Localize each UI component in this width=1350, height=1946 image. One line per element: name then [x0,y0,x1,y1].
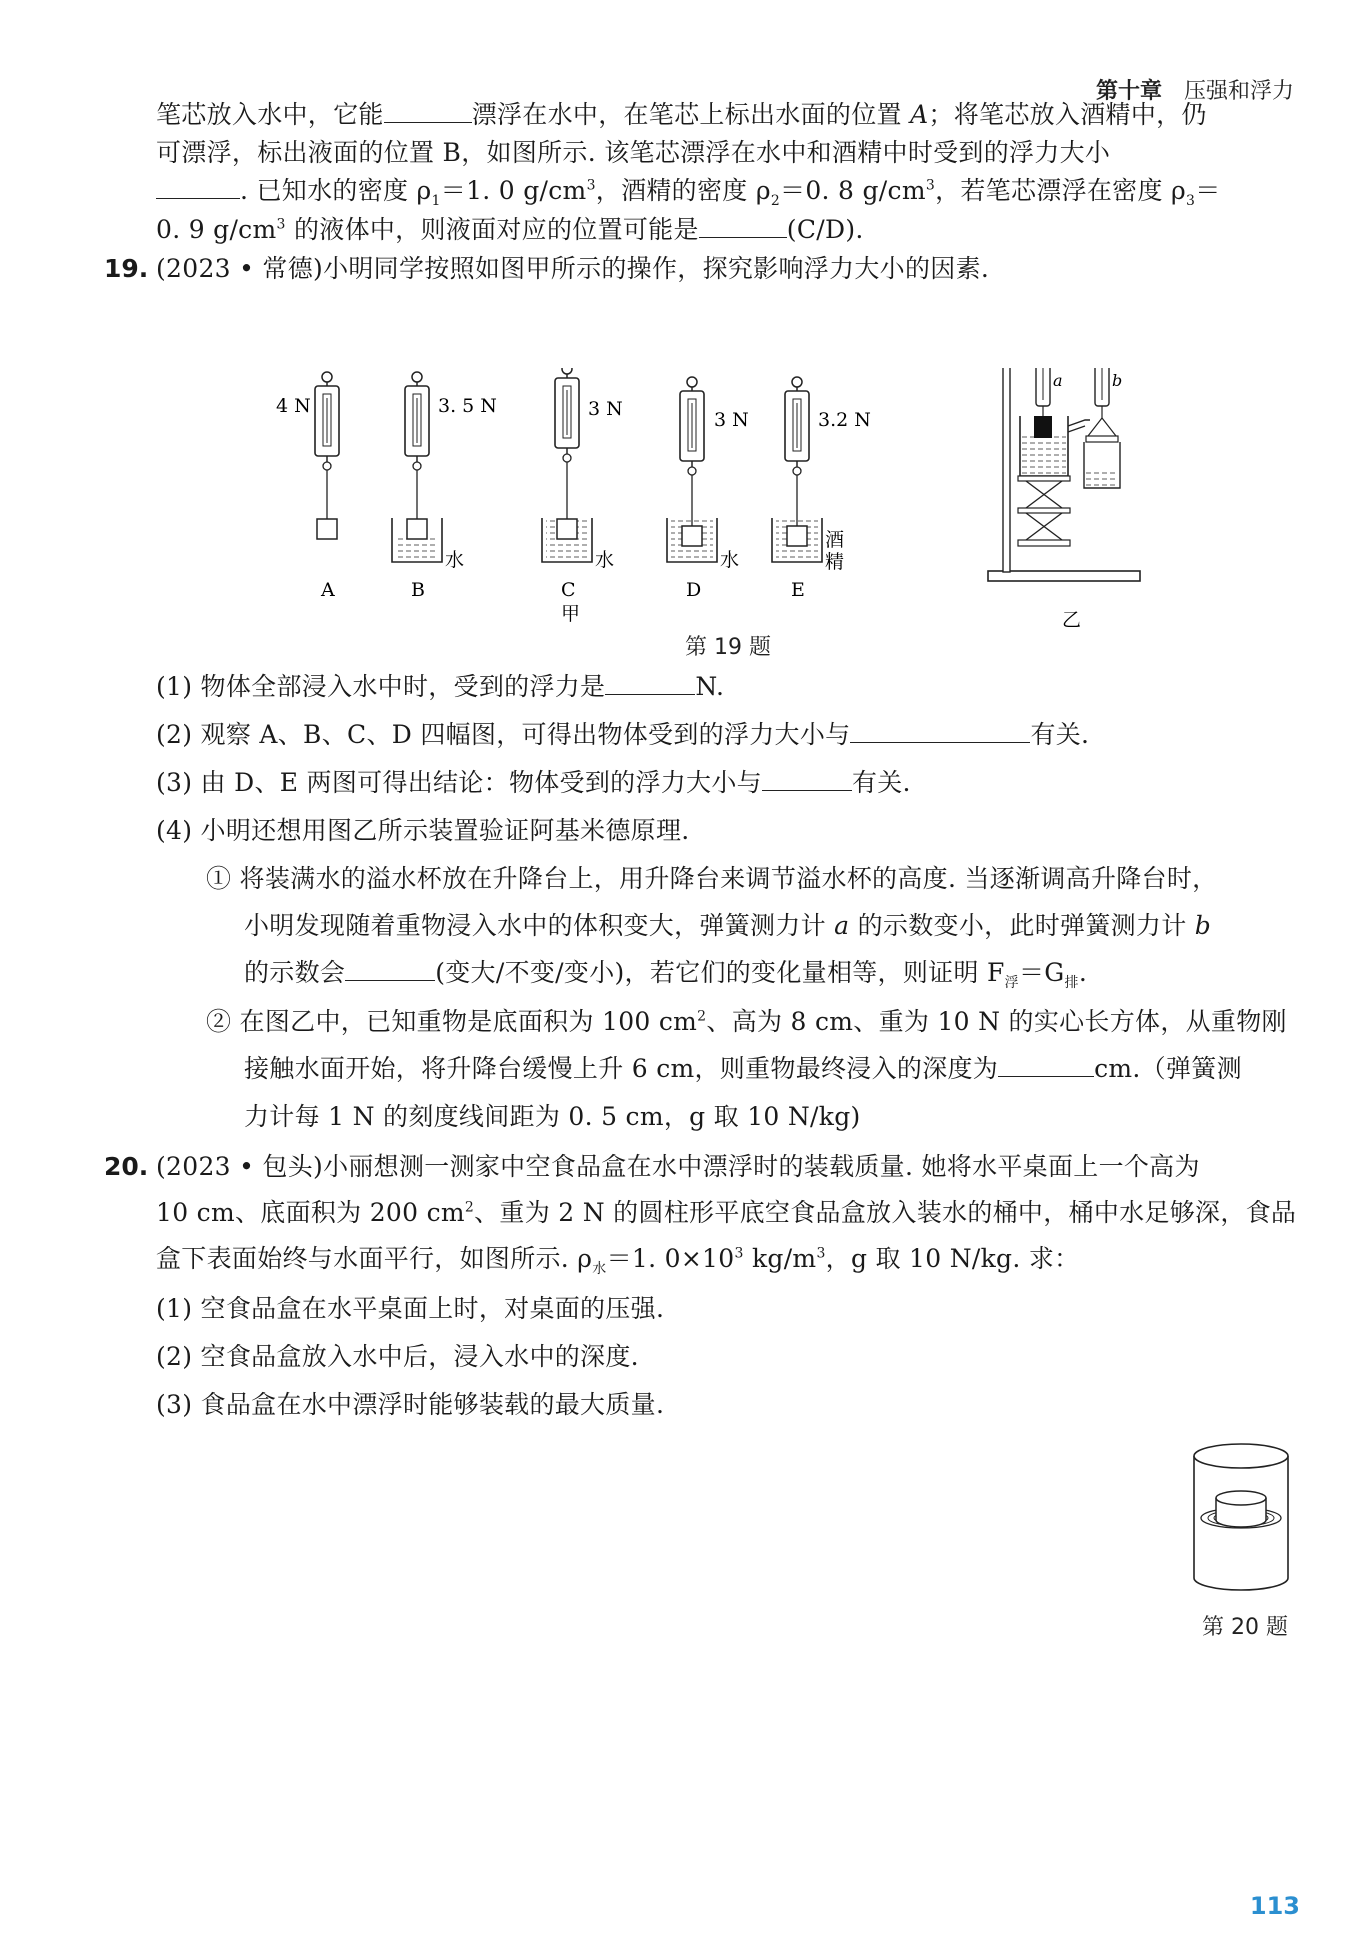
q19-stem: (2023 • 常德)小明同学按照如图甲所示的操作，探究影响浮力大小的因素. [156,254,990,283]
q20-line-1: (2023 • 包头)小丽想测一测家中空食品盒在水中漂浮时的装载质量. 她将水平桌面上一个高为 [156,1152,1200,1181]
label-yi: 乙 [1062,609,1082,630]
label-a: a [1053,371,1063,390]
q19-sub2-line3: 力计每 1 N 的刻度线间距为 0. 5 cm，g 取 10 N/kg) [244,1102,861,1131]
q19-sub1-line3: 的示数会 (变大/不变/变小)，若它们的变化量相等，则证明 $F_浮=G_排$. [244,958,1088,991]
q20-line-3: 盒下表面始终与水面平行，如图所示. $\rho_水=1$. $0\times 10^3$ $kg/m^3$，g 取 10 N/kg. 求： [156,1244,1080,1277]
label-alcohol-2: 精 [825,551,845,573]
reading-A: 4 N [276,395,311,417]
reading-E: 3.2 N [818,409,871,431]
figure-19-caption: 第 19 题 [685,635,771,660]
answer-blank[interactable] [345,958,435,981]
figure-19 [270,368,1190,630]
q19-sub1-line2: 小明发现随着重物浸入水中的体积变大，弹簧测力计 a 的示数变小，此时弹簧测力计 b [244,911,1212,940]
chapter-topic: 压强和浮力 [1183,79,1294,104]
q18-line-3: . 已知水的密度 $\rho_1=1$. 0 $g/cm^3$，酒精的密度 $\rho_2=0$. 8 $g/cm^3$，若笔芯漂浮在密度 $\rho_3=$ [156,174,1221,208]
label-jia: 甲 [561,603,581,625]
q20-part-1: (1) 空食品盒在水平桌面上时，对桌面的压强. [156,1294,665,1323]
q19-sub2-line1: ② 在图乙中，已知重物是底面积为 100 $cm^2$、高为 8 cm、重为 10 N 的实心长方体，从重物刚 [206,1007,1287,1036]
answer-blank[interactable] [998,1054,1094,1077]
answer-blank[interactable] [384,100,472,123]
scale-B [392,372,442,562]
scale-C [542,368,592,562]
q18-line-4: 0. 9 $g/cm^3$ 的液体中，则液面对应的位置可能是 (C/D). [156,215,864,244]
question-number-19: 19. [104,254,149,283]
q18-line-2: 可漂浮，标出液面的位置 B，如图所示. 该笔芯漂浮在水中和酒精中时受到的浮力大小 [156,138,1111,167]
q19-part-4: (4) 小明还想用图乙所示装置验证阿基米德原理. [156,816,690,845]
scale-A [315,372,339,539]
label-A: A [321,579,335,601]
label-b: b [1112,371,1123,390]
label-alcohol-1: 酒 [825,529,845,551]
label-B: B [411,579,425,601]
chapter-label: 第十章 [1095,79,1162,104]
q20-part-3: (3) 食品盒在水中漂浮时能够装载的最大质量. [156,1390,665,1419]
reading-C: 3 N [588,398,623,420]
q19-part-1: (1) 物体全部浸入水中时，受到的浮力是 N. [156,672,725,701]
answer-blank[interactable] [156,176,240,199]
label-D: D [686,579,702,601]
figure-20-caption: 第 20 题 [1202,1615,1288,1640]
scale-E [772,377,822,562]
q19-part-3: (3) 由 D、E 两图可得出结论：物体受到的浮力大小与 有关. [156,768,911,797]
answer-blank[interactable] [850,720,1030,743]
q20-line-2: 10 cm、底面积为 200 $cm^2$、重为 2 N 的圆柱形平底空食品盒放入装水的桶中，桶中水足够深，食品 [156,1198,1297,1227]
label-C: C [561,579,576,601]
answer-blank[interactable] [762,768,852,791]
page-number: 113 [1249,1892,1300,1920]
label-E: E [791,579,805,601]
figure-20 [1186,1438,1296,1598]
label-water-D: 水 [720,549,740,571]
q19-sub2-line2: 接触水面开始，将升降台缓慢上升 6 cm，则重物最终浸入的深度为 cm.（弹簧测 [244,1054,1242,1083]
answer-blank[interactable] [605,672,695,695]
q20-part-2: (2) 空食品盒放入水中后，浸入水中的深度. [156,1342,639,1371]
label-water-C: 水 [595,549,615,571]
reading-B: 3. 5 N [438,395,497,417]
q18-line-1: 笔芯放入水中，它能 漂浮在水中，在笔芯上标出水面的位置 A；将笔芯放入酒精中，仍 [156,100,1207,129]
q19-part-2: (2) 观察 A、B、C、D 四幅图，可得出物体受到的浮力大小与 有关. [156,720,1090,749]
scale-D [667,377,717,562]
question-number-20: 20. [104,1152,149,1181]
q19-sub1-line1: ① 将装满水的溢水杯放在升降台上，用升降台来调节溢水杯的高度. 当逐渐调高升降台时， [206,864,1218,893]
apparatus-yi [988,368,1140,581]
label-water-B: 水 [445,549,465,571]
reading-D: 3 N [714,409,749,431]
answer-blank[interactable] [699,215,787,238]
